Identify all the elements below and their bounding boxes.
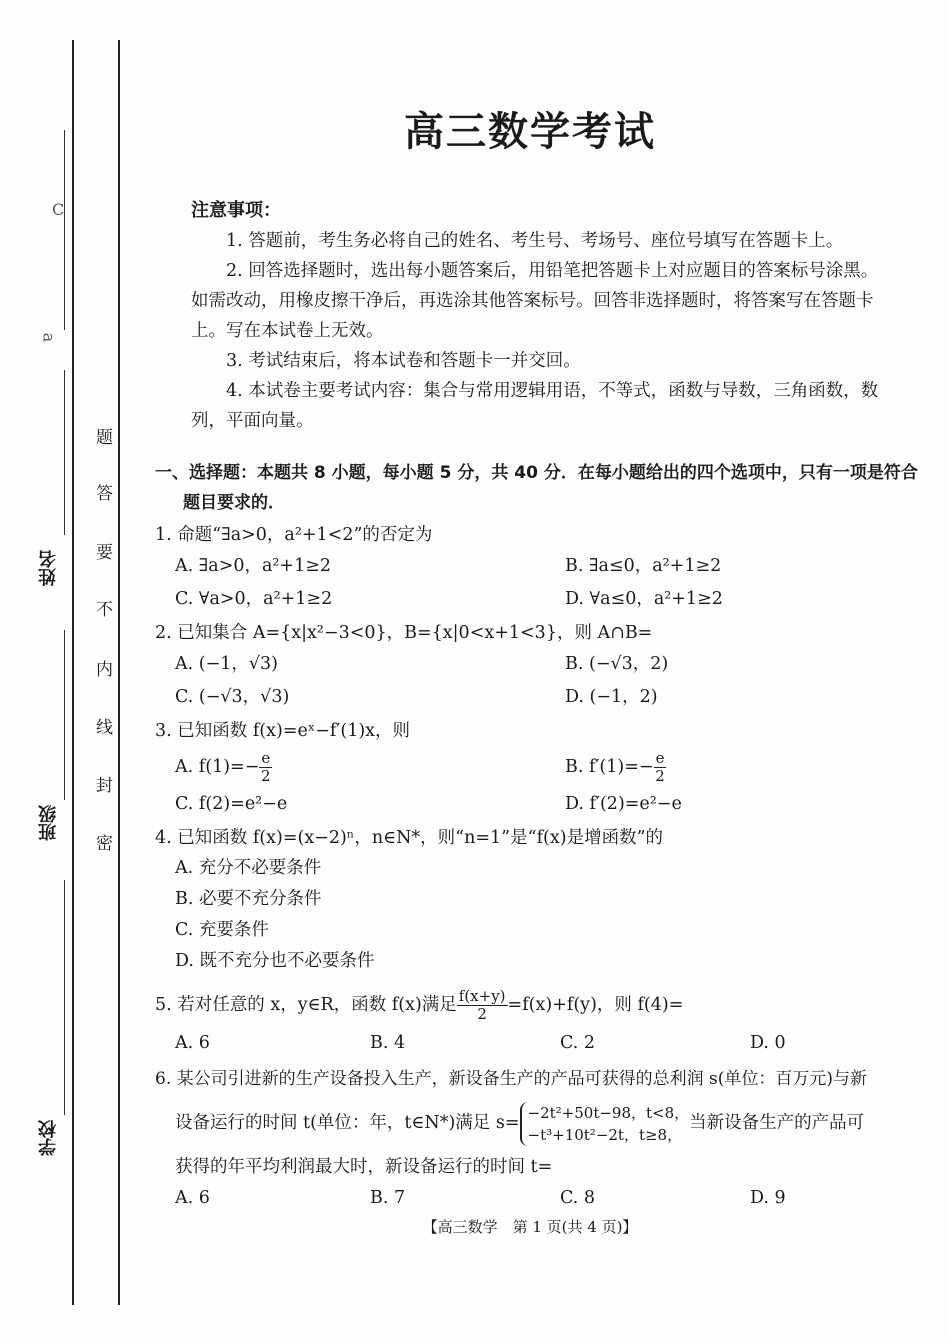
question-6-stem-line1: 6. 某公司引进新的生产设备投入生产，新设备生产的产品可获得的总利润 s(单位：百万元)与新 (155, 1069, 868, 1089)
q3-option-d: D. f′(2)=e²−e (565, 794, 682, 814)
page-footer: 【高三数学 第 1 页(共 4 页)】 (422, 1218, 638, 1236)
school-underline (64, 880, 65, 1115)
q5-frac-num: f(x+y) (458, 987, 506, 1005)
question-4-stem: 4. 已知函数 f(x)=(x−2)ⁿ，n∈N*，则“n=1”是“f(x)是增函数”的 (155, 828, 664, 848)
q3-option-b-den: 2 (655, 767, 665, 785)
q5-option-d: D. 0 (750, 1033, 786, 1053)
top-underline (64, 130, 65, 330)
q3-option-b-num: e (655, 749, 665, 767)
margin-label-class: 班级 (38, 805, 59, 841)
q3-option-a-prefix: A. f(1)=− (175, 757, 260, 777)
notice-item-2: 2. 回答选择题时，选出每小题答案后，用铅笔把答题卡上对应题目的答案标号涂黑。如需改动，用橡皮擦干净后，再选涂其他答案标号。回答非选择题时，将答案写在答题卡上。写在本试卷上无效。 (191, 261, 879, 341)
q6-option-b: B. 7 (370, 1188, 406, 1208)
exam-content (155, 196, 925, 1215)
question-2 (155, 618, 925, 714)
question-6-stem-line2 (155, 1094, 925, 1152)
q2-option-c: C. (−√3，√3) (175, 687, 290, 707)
q1-option-d: D. ∀a≤0，a²+1≥2 (565, 589, 723, 609)
question-5 (155, 983, 925, 1060)
q3-option-c: C. f(2)=e²−e (175, 794, 288, 814)
notice-heading: 注意事项： (191, 200, 281, 221)
seal-char-2: 答 (92, 484, 112, 501)
q6-option-a: A. 6 (175, 1188, 210, 1208)
seal-char-4: 不 (92, 600, 112, 617)
question-2-stem: 2. 已知集合 A={x|x²−3<0}，B={x|0<x+1<3}，则 A∩B= (155, 623, 653, 643)
binding-line-inner (118, 40, 120, 1305)
q5-stem-fraction (457, 988, 508, 1023)
q2-option-b: B. (−√3，2) (565, 654, 669, 674)
question-5-stem (155, 983, 925, 1027)
seal-char-3: 要 (92, 543, 112, 560)
q6-option-c: C. 8 (560, 1188, 596, 1208)
class-underline (64, 630, 65, 800)
q6-piece-1: −2t²+50t−98，t<8， (527, 1103, 690, 1122)
q1-option-c: C. ∀a>0，a²+1≥2 (175, 589, 333, 609)
q4-option-b: B. 必要不充分条件 (175, 889, 322, 909)
question-1-stem: 1. 命题“∃a>0，a²+1<2”的否定为 (155, 525, 433, 545)
q4-option-c: C. 充要条件 (175, 920, 269, 940)
q3-option-a-num: e (261, 749, 271, 767)
q4-option-d: D. 既不充分也不必要条件 (175, 951, 375, 971)
q3-option-a-den: 2 (261, 767, 271, 785)
q6-piece-2: −t³+10t²−2t，t≥8， (527, 1125, 683, 1144)
question-4 (155, 823, 925, 977)
q3-option-a (175, 746, 565, 788)
question-6-stem-line3: 获得的年平均利润最大时，新设备运行的时间 t= (175, 1157, 553, 1177)
question-1 (155, 520, 925, 616)
section-heading-text: 一、选择题：本题共 8 小题，每小题 5 分，共 40 分．在每小题给出的四个选项中，只有一项是符合 (155, 463, 918, 483)
q5-stem-suffix: =f(x)+f(y)，则 f(4)= (507, 995, 684, 1015)
q1-option-a: A. ∃a>0，a²+1≥2 (175, 556, 332, 576)
seal-char-1: 题 (92, 428, 112, 445)
question-6 (155, 1064, 925, 1215)
notice-item-4: 4. 本试卷主要考试内容：集合与常用逻辑用语，不等式，函数与导数，三角函数，数列，平面向量。 (191, 381, 879, 431)
seal-char-5: 内 (92, 660, 112, 677)
q3-option-b-prefix: B. f′(1)=− (565, 757, 654, 777)
q6-stem-post: 当新设备生产的产品可 (689, 1113, 865, 1133)
question-3-stem: 3. 已知函数 f(x)=eˣ−f′(1)x，则 (155, 721, 411, 741)
q4-option-a: A. 充分不必要条件 (175, 858, 322, 878)
name-underline (64, 370, 65, 535)
q3-option-a-fraction (259, 750, 272, 785)
q5-frac-den: 2 (477, 1005, 487, 1023)
q2-option-d: D. (−1，2) (565, 687, 658, 707)
q2-option-a: A. (−1，√3) (175, 654, 279, 674)
seal-char-7: 封 (92, 776, 112, 793)
margin-label-school: 学校 (38, 1120, 59, 1156)
q6-piecewise (520, 1102, 690, 1146)
binding-line-outer (72, 40, 74, 1305)
section-heading-cont: 题目要求的． (183, 493, 285, 513)
q3-option-b-fraction (654, 750, 667, 785)
margin-scribble-c: C (52, 200, 65, 219)
notice-item-3: 3. 考试结束后，将本试卷和答题卡一并交回。 (226, 351, 581, 371)
q5-option-a: A. 6 (175, 1033, 210, 1053)
seal-char-6: 线 (92, 718, 112, 735)
q6-stem-pre: 设备运行的时间 t(单位：年，t∈N*)满足 s= (175, 1113, 520, 1133)
seal-char-8: 密 (92, 834, 112, 851)
margin-label-name: 姓名 (38, 550, 59, 586)
q3-option-b (565, 746, 945, 788)
question-3 (155, 716, 925, 821)
notice-item-1: 1. 答题前，考生务必将自己的姓名、考生号、考场号、座位号填写在答题卡上。 (226, 231, 844, 251)
q1-option-b: B. ∃a≤0，a²+1≥2 (565, 556, 722, 576)
q5-option-c: C. 2 (560, 1033, 596, 1053)
q5-stem-prefix: 5. 若对任意的 x，y∈R，函数 f(x)满足 (155, 995, 457, 1015)
q6-option-d: D. 9 (750, 1188, 786, 1208)
q5-option-b: B. 4 (370, 1033, 406, 1053)
margin-scribble-a: a (39, 332, 59, 343)
page-title: 高三数学考试 (404, 109, 656, 155)
section-heading (155, 458, 925, 518)
